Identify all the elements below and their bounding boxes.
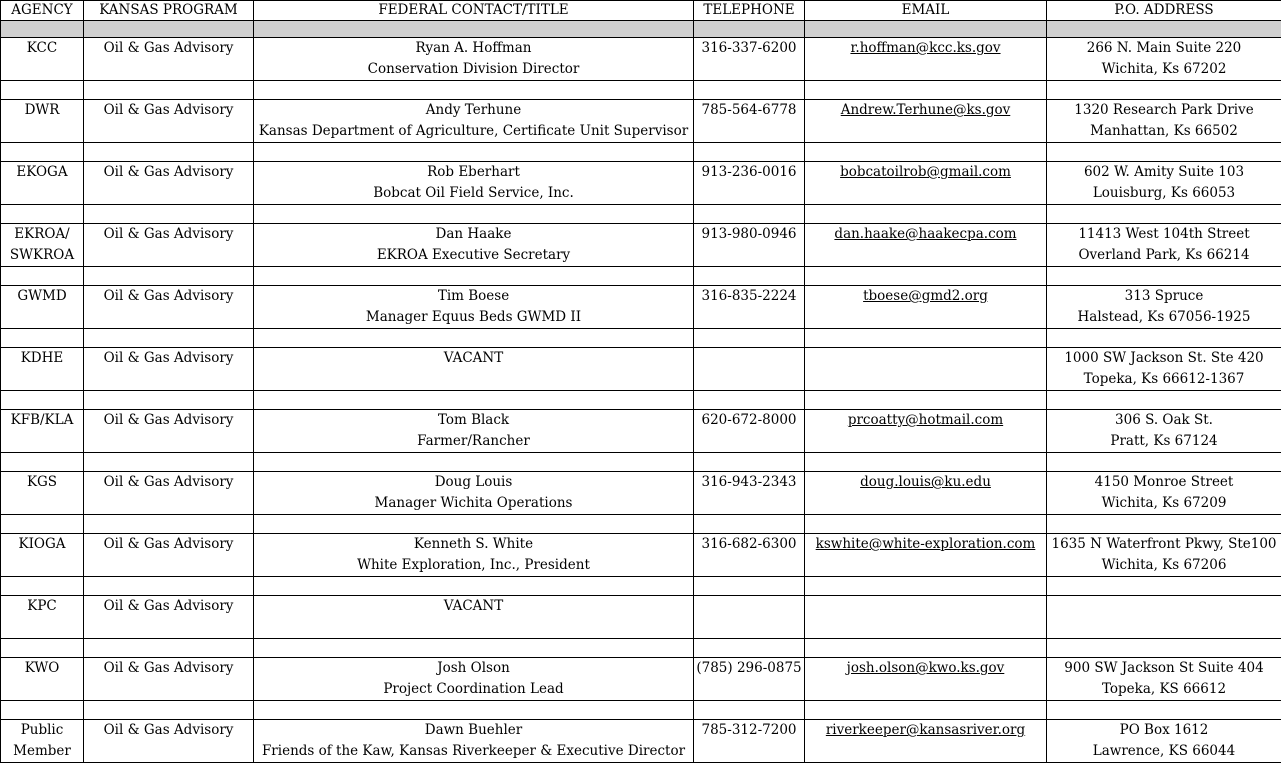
cell-agency-agency2: SWKROA [9,247,75,263]
cell-agency-agency: KCC [26,40,58,56]
cell-telephone-phone: 913-980-0946 [701,226,797,242]
cell-email-email[interactable]: kswhite@white-exploration.com [815,536,1036,552]
cell-address-addr2: Manhattan, Ks 66502 [1090,123,1238,139]
cell-contact [254,596,694,639]
header-email: EMAIL [805,1,1047,21]
cell-email-email[interactable]: bobcatoilrob@gmail.com [840,164,1011,180]
table-row [1,224,1281,267]
cell-program [84,720,254,763]
spacer-row [1,143,1281,162]
cell-contact-name: VACANT [443,350,504,366]
cell-contact-title: Project Coordination Lead [383,681,564,697]
cell-program [84,472,254,515]
cell-program [84,348,254,391]
spacer-row [1,267,1281,286]
header-address: P.O. ADDRESS [1047,1,1281,21]
cell-address-addr2: Pratt, Ks 67124 [1110,433,1218,449]
cell-agency [1,38,84,81]
cell-email-email[interactable]: tboese@gmd2.org [863,288,988,304]
cell-email [805,720,1047,763]
table-row [1,596,1281,639]
spacer-row [1,329,1281,348]
cell-telephone-phone: 785-312-7200 [701,722,797,738]
cell-email-email[interactable]: Andrew.Terhune@ks.gov [840,102,1011,118]
table-row [1,658,1281,701]
cell-agency [1,224,84,267]
cell-agency [1,658,84,701]
cell-program [84,286,254,329]
cell-address-addr2: Halstead, Ks 67056-1925 [1077,309,1251,325]
cell-program-program: Oil & Gas Advisory [103,350,234,366]
cell-telephone [694,162,805,205]
table-row [1,720,1281,763]
cell-agency-agency: KWO [24,660,60,676]
cell-contact [254,224,694,267]
cell-agency [1,348,84,391]
cell-contact-name: Tom Black [437,412,510,428]
cell-address-addr1: 266 N. Main Suite 220 [1086,40,1242,56]
header-row [1,1,1281,21]
cell-contact [254,348,694,391]
table-row [1,286,1281,329]
spacer-row [1,391,1281,410]
cell-contact-title: White Exploration, Inc., President [357,557,590,573]
spacer-row [1,81,1281,100]
cell-email [805,658,1047,701]
cell-contact [254,162,694,205]
cell-address [1047,224,1281,267]
cell-program-program: Oil & Gas Advisory [103,412,234,428]
cell-telephone-phone: 316-835-2224 [701,288,797,304]
cell-contact [254,100,694,143]
cell-telephone-phone: 316-337-6200 [701,40,797,56]
cell-email [805,38,1047,81]
spacer-row [1,515,1281,534]
cell-address [1047,720,1281,763]
cell-email-email[interactable]: dan.haake@haakecpa.com [834,226,1017,242]
cell-contact [254,720,694,763]
cell-contact-name: Tim Boese [437,288,510,304]
cell-agency-agency: EKOGA [16,164,68,180]
cell-telephone-phone: 913-236-0016 [701,164,797,180]
cell-telephone [694,472,805,515]
cell-contact-name: Kenneth S. White [413,536,534,552]
cell-agency [1,410,84,453]
cell-telephone [694,348,805,391]
cell-address-addr1: 4150 Monroe Street [1094,474,1234,490]
cell-telephone [694,596,805,639]
cell-address [1047,162,1281,205]
cell-email [805,410,1047,453]
cell-contact-name: Doug Louis [434,474,513,490]
cell-address-addr1: 313 Spruce [1124,288,1204,304]
cell-contact-name: Dawn Buehler [424,722,523,738]
table-row [1,100,1281,143]
cell-telephone [694,286,805,329]
cell-address [1047,38,1281,81]
cell-program [84,410,254,453]
cell-email [805,472,1047,515]
cell-contact-title: Manager Wichita Operations [374,495,573,511]
cell-program-program: Oil & Gas Advisory [103,40,234,56]
header-contact: FEDERAL CONTACT/TITLE [254,1,694,21]
cell-address [1047,658,1281,701]
cell-program [84,38,254,81]
cell-address-addr1: 900 SW Jackson St Suite 404 [1064,660,1264,676]
cell-program-program: Oil & Gas Advisory [103,722,234,738]
cell-telephone [694,720,805,763]
cell-address [1047,348,1281,391]
cell-program-program: Oil & Gas Advisory [103,226,234,242]
cell-email [805,100,1047,143]
cell-program-program: Oil & Gas Advisory [103,288,234,304]
cell-agency-agency: KGS [26,474,58,490]
cell-address-addr1: 306 S. Oak St. [1115,412,1213,428]
header-agency: AGENCY [1,1,84,21]
cell-program-program: Oil & Gas Advisory [103,474,234,490]
cell-agency [1,720,84,763]
cell-address-addr1: 602 W. Amity Suite 103 [1083,164,1245,180]
cell-telephone [694,38,805,81]
cell-address-addr2: Overland Park, Ks 66214 [1078,247,1250,263]
cell-contact-name: Josh Olson [437,660,510,676]
cell-contact-name: Ryan A. Hoffman [415,40,532,56]
cell-telephone [694,224,805,267]
header-telephone: TELEPHONE [694,1,805,21]
table-row [1,162,1281,205]
cell-contact-title: Conservation Division Director [367,61,580,77]
spacer-row [1,205,1281,224]
cell-contact-name: Rob Eberhart [427,164,520,180]
cell-agency-agency: KDHE [20,350,64,366]
cell-email [805,162,1047,205]
cell-email-email[interactable]: josh.olson@kwo.ks.gov [846,660,1005,676]
cell-telephone [694,410,805,453]
cell-contact [254,658,694,701]
cell-program [84,162,254,205]
cell-email-email[interactable]: doug.louis@ku.edu [860,474,991,490]
spacer-row [1,453,1281,472]
cell-agency [1,472,84,515]
cell-program-program: Oil & Gas Advisory [103,102,234,118]
cell-agency [1,100,84,143]
cell-address [1047,472,1281,515]
cell-agency-agency: KIOGA [18,536,66,552]
cell-telephone [694,658,805,701]
cell-email [805,348,1047,391]
cell-program [84,534,254,577]
table-row [1,534,1281,577]
cell-address-addr2: Topeka, KS 66612 [1101,681,1227,697]
cell-agency-agency: GWMD [17,288,67,304]
cell-program-program: Oil & Gas Advisory [103,660,234,676]
cell-agency [1,534,84,577]
cell-address-addr2: Wichita, Ks 67209 [1101,495,1227,511]
table-row [1,472,1281,515]
table-row [1,348,1281,391]
cell-contact-title: Friends of the Kaw, Kansas Riverkeeper & Executive Director [261,743,686,759]
cell-contact-title: Kansas Department of Agriculture, Certificate Unit Supervisor [258,123,689,139]
cell-telephone [694,534,805,577]
cell-address [1047,596,1281,639]
cell-telephone-phone: 620-672-8000 [701,412,797,428]
cell-email [805,286,1047,329]
cell-contact [254,38,694,81]
cell-address-addr2: Topeka, Ks 66612-1367 [1083,371,1245,387]
table-row [1,410,1281,453]
cell-program [84,100,254,143]
cell-address-addr2: Louisburg, Ks 66053 [1092,185,1236,201]
cell-address-addr1: 1635 N Waterfront Pkwy, Ste100 [1051,536,1277,552]
cell-contact [254,472,694,515]
cell-address-addr2: Lawrence, KS 66044 [1092,743,1236,759]
cell-address [1047,534,1281,577]
cell-agency [1,162,84,205]
cell-contact-title: EKROA Executive Secretary [376,247,571,263]
cell-contact [254,534,694,577]
cell-email-email[interactable]: riverkeeper@kansasriver.org [825,722,1026,738]
cell-email [805,224,1047,267]
cell-program-program: Oil & Gas Advisory [103,598,234,614]
cell-contact-title: Bobcat Oil Field Service, Inc. [373,185,574,201]
cell-address [1047,286,1281,329]
cell-email [805,596,1047,639]
cell-address-addr2: Wichita, Ks 67202 [1101,61,1227,77]
spacer-row [1,701,1281,720]
cell-agency-agency: EKROA/ [14,226,70,242]
cell-agency-agency: KFB/KLA [10,412,74,428]
cell-address [1047,100,1281,143]
cell-contact-name: VACANT [443,598,504,614]
cell-agency-agency2: Member [13,743,71,759]
cell-agency [1,596,84,639]
cell-email-email[interactable]: prcoatty@hotmail.com [847,412,1004,428]
cell-email [805,534,1047,577]
cell-contact-name: Andy Terhune [425,102,522,118]
cell-telephone [694,100,805,143]
cell-program-program: Oil & Gas Advisory [103,164,234,180]
cell-program [84,658,254,701]
cell-program [84,224,254,267]
cell-address-addr1: 1000 SW Jackson St. Ste 420 [1064,350,1264,366]
cell-program [84,596,254,639]
contacts-body [1,38,1281,763]
spacer-row [1,639,1281,658]
cell-telephone-phone: 316-682-6300 [701,536,797,552]
cell-agency-agency: KPC [27,598,57,614]
cell-agency-agency: Public [20,722,64,738]
header-program: KANSAS PROGRAM [84,1,254,21]
cell-address-addr1: 1320 Research Park Drive [1074,102,1254,118]
cell-address-addr2: Wichita, Ks 67206 [1101,557,1227,573]
cell-agency-agency: DWR [24,102,60,118]
cell-address [1047,410,1281,453]
spacer-row [1,577,1281,596]
cell-contact-title: Manager Equus Beds GWMD II [365,309,582,325]
shaded-row [1,21,1281,38]
cell-telephone-phone: 785-564-6778 [701,102,797,118]
table-row [1,38,1281,81]
cell-contact [254,410,694,453]
cell-address-addr1: PO Box 1612 [1119,722,1209,738]
cell-contact-name: Dan Haake [435,226,512,242]
cell-contact-title: Farmer/Rancher [417,433,530,449]
cell-telephone-phone: (785) 296-0875 [696,660,802,676]
cell-contact [254,286,694,329]
cell-address-addr1: 11413 West 104th Street [1078,226,1250,242]
cell-telephone-phone: 316-943-2343 [701,474,797,490]
cell-email-email[interactable]: r.hoffman@kcc.ks.gov [850,40,1001,56]
cell-program-program: Oil & Gas Advisory [103,536,234,552]
cell-agency [1,286,84,329]
